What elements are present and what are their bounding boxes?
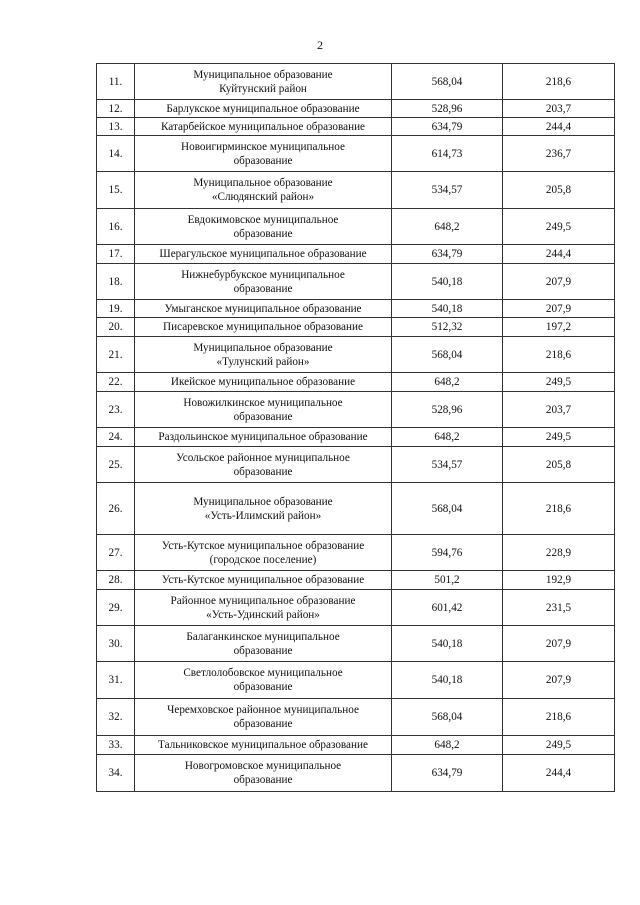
value-1: 528,96 (392, 392, 503, 428)
value-1: 540,18 (392, 626, 503, 662)
row-number: 24. (97, 428, 135, 447)
municipality-name-line: Умыганское муниципальное образование (164, 302, 362, 315)
value-2: 218,6 (503, 337, 615, 373)
value-1: 568,04 (392, 64, 503, 100)
municipality-name (135, 483, 392, 535)
municipality-name-line: Новожилкинское муниципальное (183, 396, 343, 409)
municipality-name-line: «Тулунский район» (216, 355, 310, 368)
value-1: 648,2 (392, 373, 503, 392)
municipality-name-line: Евдокимовское муниципальное (187, 213, 339, 226)
table-row (97, 337, 615, 373)
value-1: 568,04 (392, 699, 503, 736)
value-1: 534,57 (392, 172, 503, 209)
row-number: 33. (97, 736, 135, 755)
municipality-name-line: Светлолобовское муниципальное (183, 667, 343, 679)
municipality-name (135, 736, 392, 755)
row-number: 25. (97, 447, 135, 483)
municipality-name-line: Усольское районное муниципальное (176, 451, 350, 464)
municipality-name-line: образование (233, 465, 293, 478)
municipality-name-line: Новогромовское муниципальное (184, 760, 342, 772)
row-number: 17. (97, 245, 135, 264)
municipality-name (135, 337, 392, 373)
table-row (97, 736, 615, 755)
value-1: 540,18 (392, 264, 503, 300)
value-2: 207,9 (503, 626, 615, 662)
municipality-name (135, 392, 392, 428)
municipality-name-line: Тальниковское муниципальное образование (158, 739, 368, 751)
table-row (97, 483, 615, 535)
municipality-name-line: Куйтунский район (219, 82, 307, 95)
table-row (97, 172, 615, 209)
table-row (97, 264, 615, 300)
value-2: 192,9 (503, 571, 615, 590)
table-body (97, 64, 615, 792)
municipality-name (135, 264, 392, 300)
value-1: 534,57 (392, 447, 503, 483)
table-row (97, 535, 615, 571)
table-row (97, 118, 615, 136)
row-number: 18. (97, 264, 135, 300)
municipality-table (96, 63, 615, 792)
municipality-name-line: Муниципальное образование (193, 177, 333, 189)
page-number: 2 (317, 38, 323, 52)
municipality-name (135, 209, 392, 245)
municipality-name-line: Усть-Кутское муниципальное образование (161, 574, 365, 586)
municipality-name-line: образование (233, 644, 293, 657)
row-number: 21. (97, 337, 135, 373)
value-1: 594,76 (392, 535, 503, 571)
municipality-name (135, 100, 392, 118)
value-2: 205,8 (503, 447, 615, 483)
row-number: 30. (97, 626, 135, 662)
municipality-name (135, 699, 392, 736)
municipality-name-line: Районное муниципальное образование (170, 594, 356, 607)
table-row (97, 64, 615, 100)
value-1: 528,96 (392, 100, 503, 118)
row-number: 22. (97, 373, 135, 392)
municipality-name-line: образование (233, 681, 293, 693)
municipality-name-line: Раздольинское муниципальное образование (158, 431, 368, 443)
value-2: 218,6 (503, 699, 615, 736)
municipality-name-line: Новоигирминское муниципальное (181, 140, 345, 153)
municipality-name-line: Катарбейское муниципальное образование (160, 120, 366, 133)
municipality-name-line: Балаганкинское муниципальное (186, 630, 340, 643)
value-1: 648,2 (392, 736, 503, 755)
table-row (97, 245, 615, 264)
row-number: 26. (97, 483, 135, 535)
municipality-name-line: Муниципальное образование (193, 495, 333, 508)
row-number: 34. (97, 755, 135, 792)
value-1: 634,79 (392, 118, 503, 136)
value-1: 634,79 (392, 755, 503, 792)
row-number: 27. (97, 535, 135, 571)
municipality-name-line: образование (233, 154, 293, 167)
municipality-name-line: «Усть-Удинский район» (206, 608, 320, 621)
row-number: 19. (97, 300, 135, 318)
value-1: 614,73 (392, 136, 503, 172)
municipality-name (135, 245, 392, 264)
municipality-name (135, 447, 392, 483)
municipality-name-line: Муниципальное образование (193, 341, 333, 354)
row-number: 31. (97, 662, 135, 699)
municipality-name-line: Барлукское муниципальное образование (166, 102, 360, 115)
row-number: 29. (97, 590, 135, 626)
municipality-name-line: образование (233, 718, 293, 730)
municipality-name-line: «Слюдянский район» (211, 191, 315, 203)
municipality-name (135, 428, 392, 447)
value-1: 568,04 (392, 483, 503, 535)
table-row (97, 447, 615, 483)
value-2: 249,5 (503, 373, 615, 392)
municipality-name (135, 64, 392, 100)
row-number: 13. (97, 118, 135, 136)
municipality-name (135, 662, 392, 699)
row-number: 20. (97, 318, 135, 337)
value-2: 249,5 (503, 428, 615, 447)
row-number: 15. (97, 172, 135, 209)
table-row (97, 300, 615, 318)
municipality-name (135, 172, 392, 209)
municipality-name-line: Писаревское муниципальное образование (163, 321, 363, 333)
municipality-name-line: образование (233, 282, 293, 295)
municipality-name (135, 590, 392, 626)
value-2: 207,9 (503, 662, 615, 699)
table-row (97, 590, 615, 626)
value-2: 249,5 (503, 209, 615, 245)
row-number: 23. (97, 392, 135, 428)
row-number: 12. (97, 100, 135, 118)
value-1: 648,2 (392, 428, 503, 447)
value-2: 218,6 (503, 64, 615, 100)
municipality-name-line: образование (233, 410, 293, 423)
table-row (97, 571, 615, 590)
value-2: 249,5 (503, 736, 615, 755)
municipality-name (135, 118, 392, 136)
table-row (97, 392, 615, 428)
table-row (97, 136, 615, 172)
municipality-name (135, 571, 392, 590)
value-2: 197,2 (503, 318, 615, 337)
value-2: 244,4 (503, 245, 615, 264)
value-1: 540,18 (392, 662, 503, 699)
value-1: 634,79 (392, 245, 503, 264)
municipality-name (135, 626, 392, 662)
value-2: 203,7 (503, 100, 615, 118)
value-2: 231,5 (503, 590, 615, 626)
municipality-name-line: Муниципальное образование (193, 68, 333, 81)
municipality-name-line: образование (233, 774, 293, 786)
municipality-name-line: Нижнебурбукское муниципальное (181, 268, 345, 281)
municipality-name (135, 755, 392, 792)
value-2: 228,9 (503, 535, 615, 571)
municipality-name (135, 136, 392, 172)
value-2: 205,8 (503, 172, 615, 209)
row-number: 32. (97, 699, 135, 736)
value-2: 203,7 (503, 392, 615, 428)
table-row (97, 626, 615, 662)
table-row (97, 428, 615, 447)
value-1: 512,32 (392, 318, 503, 337)
municipality-name-line: Черемховское районное муниципальное (167, 704, 359, 716)
municipality-name (135, 373, 392, 392)
municipality-name-line: Икейское муниципальное образование (170, 376, 356, 388)
municipality-name-line: (городское поселение) (209, 553, 317, 566)
value-1: 601,42 (392, 590, 503, 626)
value-1: 501,2 (392, 571, 503, 590)
value-2: 236,7 (503, 136, 615, 172)
row-number: 28. (97, 571, 135, 590)
municipality-name (135, 535, 392, 571)
value-2: 244,4 (503, 755, 615, 792)
value-1: 568,04 (392, 337, 503, 373)
municipality-name (135, 300, 392, 318)
value-2: 244,4 (503, 118, 615, 136)
table-row (97, 755, 615, 792)
municipality-name-line: Шерагульское муниципальное образование (159, 248, 367, 260)
municipality-name (135, 318, 392, 337)
table-row (97, 318, 615, 337)
municipality-name-line: «Усть-Илимский район» (204, 509, 322, 522)
value-2: 218,6 (503, 483, 615, 535)
table-row (97, 209, 615, 245)
municipality-name-line: образование (233, 227, 293, 240)
row-number: 11. (97, 64, 135, 100)
value-2: 207,9 (503, 300, 615, 318)
table-row (97, 373, 615, 392)
table-row (97, 100, 615, 118)
value-1: 648,2 (392, 209, 503, 245)
value-1: 540,18 (392, 300, 503, 318)
value-2: 207,9 (503, 264, 615, 300)
row-number: 16. (97, 209, 135, 245)
row-number: 14. (97, 136, 135, 172)
table-row (97, 662, 615, 699)
municipality-name-line: Усть-Кутское муниципальное образование (161, 539, 365, 552)
table-row (97, 699, 615, 736)
